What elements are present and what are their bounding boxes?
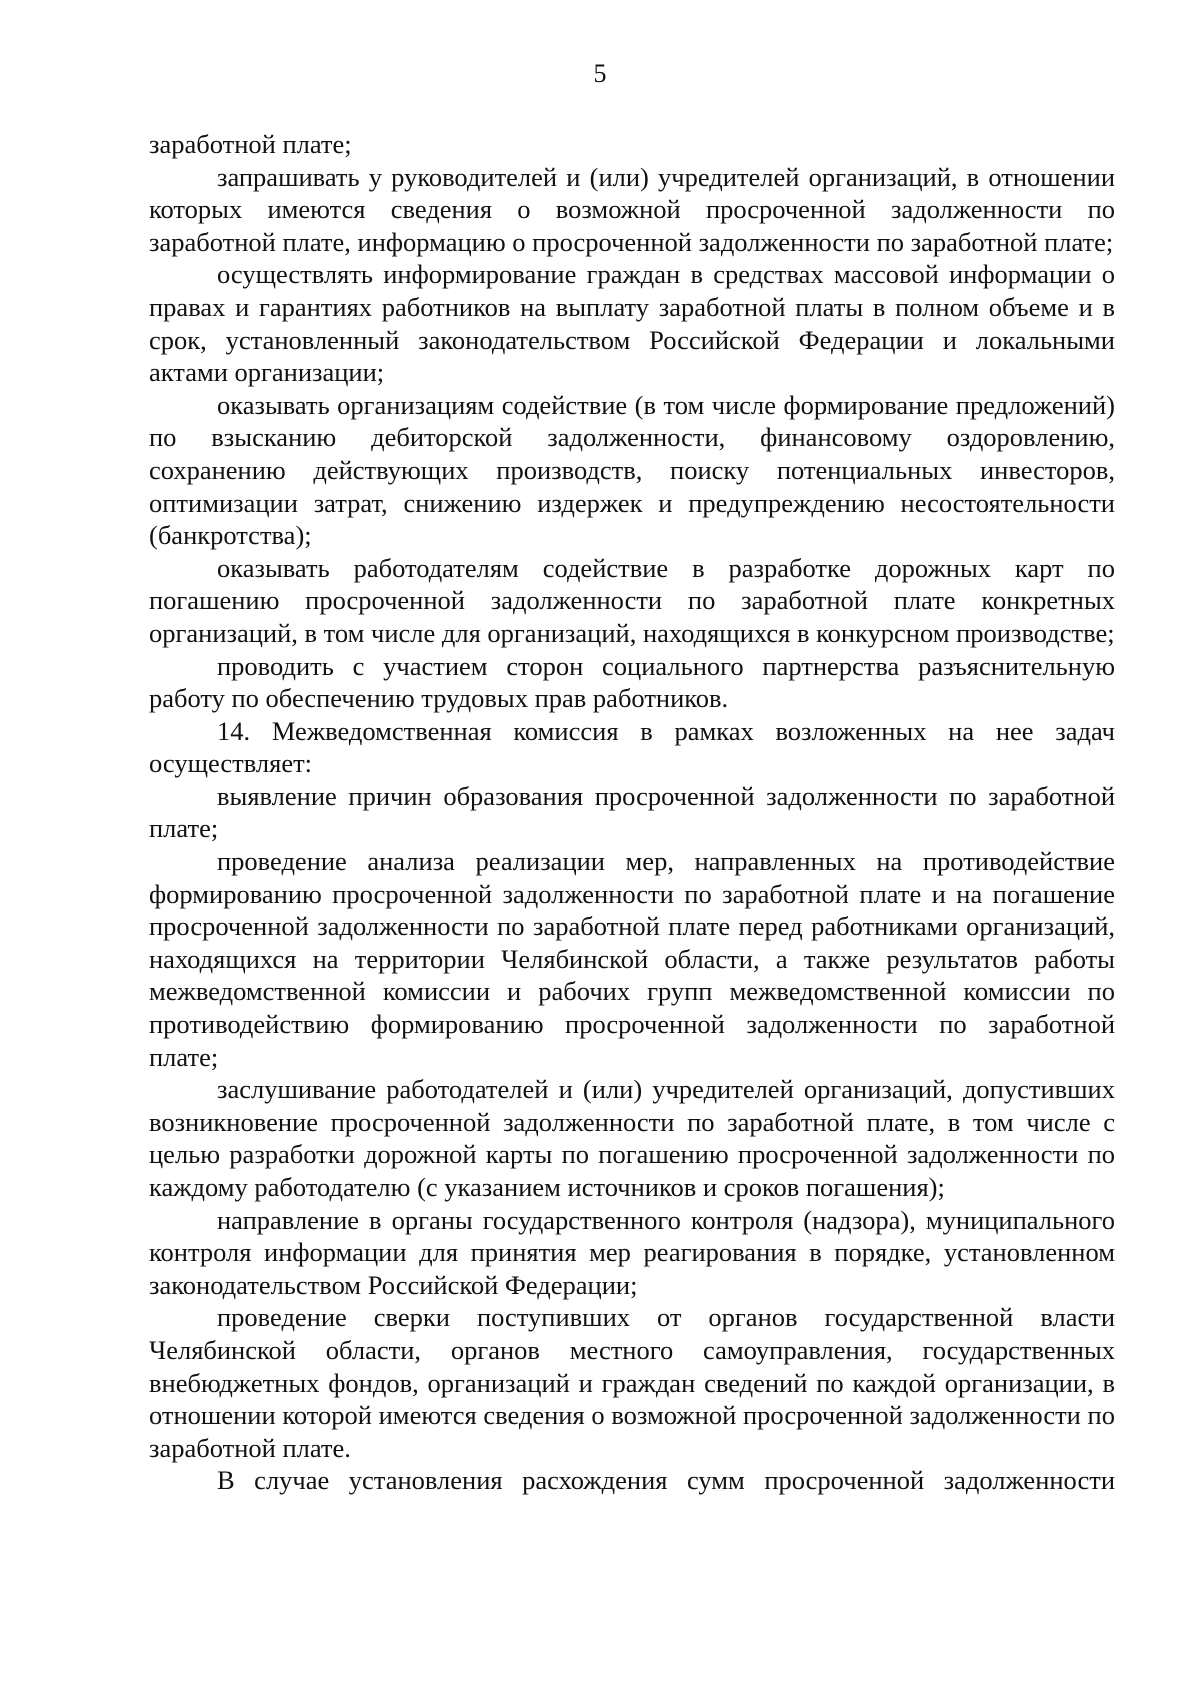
paragraph-media-informing: осуществлять информирование граждан в средствах массовой информации о правах и гарантиях работников на выплату заработной платы в полном объеме и в срок, установленный законодательством Российской Федерации и локальными актами организации; — [149, 259, 1115, 388]
paragraph-analysis: проведение анализа реализации мер, направленных на противодействие формированию просроченной задолженности по заработной плате и на погашение просроченной задолженности по заработной плате перед работниками организаций, находящихся на территории Челябинской области, а также результатов работы межведомственной комиссии и рабочих групп межведомственной комиссии по противодействию формированию просроченной задолженности по заработной плате; — [149, 846, 1115, 1072]
paragraph-identify-causes: выявление причин образования просроченной задолженности по заработной плате; — [149, 780, 1115, 844]
document-body — [149, 128, 1115, 1497]
paragraph-explanatory-work: проводить с участием сторон социального партнерства разъяснительную работу по обеспечению трудовых прав работников. — [149, 650, 1115, 714]
paragraph-discrepancy: В случае установления расхождения сумм просроченной задолженности — [217, 1465, 1115, 1496]
paragraph-item-14: 14. Межведомственная комиссия в рамках возложенных на нее задач осуществляет: — [149, 715, 1115, 779]
paragraph-hearing-employers: заслушивание работодателей и (или) учредителей организаций, допустивших возникновение просроченной задолженности по заработной плате, в том числе с целью разработки дорожной карты по погашению просроченной задолженности по каждому работодателю (с указанием источников и сроков погашения); — [149, 1074, 1115, 1202]
paragraph-continuation: заработной плате; — [149, 129, 352, 159]
paragraph-reconciliation: проведение сверки поступивших от органов государственной власти Челябинской области, органов местного самоуправления, государственных внебюджетных фондов, организаций и граждан сведений по каждой организации, в отношении которой имеются сведения о возможной просроченной задолженности по заработной плате. — [149, 1302, 1115, 1463]
page-number: 5 — [593, 59, 607, 88]
paragraph-referral-control: направление в органы государственного контроля (надзора), муниципального контроля информации для принятия мер реагирования в порядке, установленном законодательством Российской Федерации; — [149, 1204, 1115, 1300]
paragraph-request-information: запрашивать у руководителей и (или) учредителей организаций, в отношении которых имеются сведения о возможной просроченной задолженности по заработной плате, информацию о просроченной задолженности по заработной плате; — [149, 161, 1115, 257]
paragraph-assist-employers: оказывать работодателям содействие в разработке дорожных карт по погашению просроченной задолженности по заработной плате конкретных организаций, в том числе для организаций, находящихся в конкурсном производстве; — [149, 552, 1115, 648]
paragraph-assist-organizations: оказывать организациям содействие (в том числе формирование предложений) по взысканию дебиторской задолженности, финансовому оздоровлению, сохранению действующих производств, поиску потенциальных инвесторов, оптимизации затрат, снижению издержек и предупреждению несостоятельности (банкротства); — [149, 389, 1115, 551]
